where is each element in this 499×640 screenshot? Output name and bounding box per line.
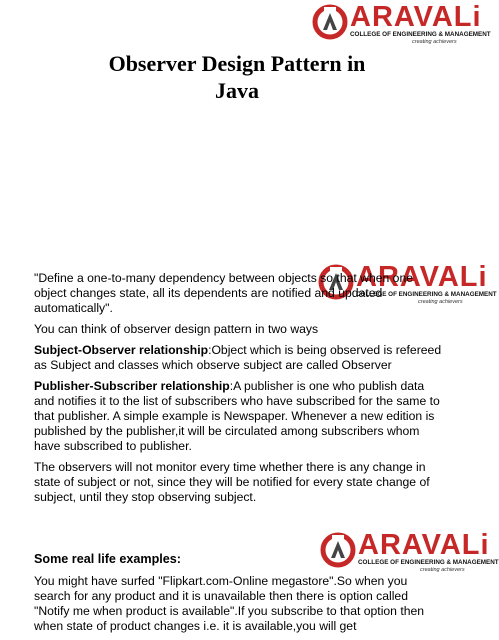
subject-observer-label: Subject-Observer relationship [34,343,209,357]
title-slide [0,0,491,242]
definition-slide [0,242,497,522]
title-line-1: Observer Design Pattern in [108,51,366,76]
slide-body [34,552,446,640]
logo-tagline: creating achievers [412,39,457,45]
logo-brand: ARAVALi [356,261,488,293]
observers-paragraph: The observers will not monitor every time whether there is any change in state of subject or not, since they will be notified for every state change of subject, until they stop observing subject. [34,460,430,504]
intro-paragraph: You can think of observer design pattern in two ways [34,322,319,336]
logo-tagline: creating achievers [418,299,463,305]
logo-brand: ARAVALi [350,1,482,33]
aravali-logo [312,1,491,50]
publisher-subscriber-text: :A publisher is one who publish data and notifies it to the list of subscribers who have subscribed for the same to that publisher. A simple example is Newspaper. Whenever a new edition is published by the publisher,it will be circulated among subscribers whom have subscribed to publisher. [34,379,440,453]
subject-observer-paragraph [34,343,446,373]
logo-brand: ARAVALi [358,529,490,561]
examples-heading: Some real life examples: [34,552,181,566]
logo-college-name: COLLEGE OF ENGINEERING & MANAGEMENT [358,559,499,566]
slide-body [34,271,446,511]
logo-college-name: COLLEGE OF ENGINEERING & MANAGEMENT [356,291,497,298]
slide-title [40,50,434,104]
subject-observer-text: :Object which is being observed is refereed as Subject and classes which observe subject are called Observer [34,343,442,372]
flipkart-example-paragraph: You might have surfed "Flipkart.com-Online megastore".So when you search for any product and it is unavailable then there is option called "Notify me when product is available".If you subscribe to that option then when state of product changes i.e. it is available,you will get [34,574,425,633]
examples-slide [0,522,499,633]
logo-tagline: creating achievers [420,567,465,573]
publisher-subscriber-paragraph [34,379,446,454]
definition-paragraph: "Define a one-to-many dependency between objects so that when one object changes state, all its dependents are notified and updated automatically". [34,271,414,315]
title-line-2: Java [215,78,259,103]
aravali-emblem-icon [312,4,348,40]
publisher-subscriber-label: Publisher-Subscriber relationship [34,379,230,393]
logo-college-name: COLLEGE OF ENGINEERING & MANAGEMENT [350,31,491,38]
